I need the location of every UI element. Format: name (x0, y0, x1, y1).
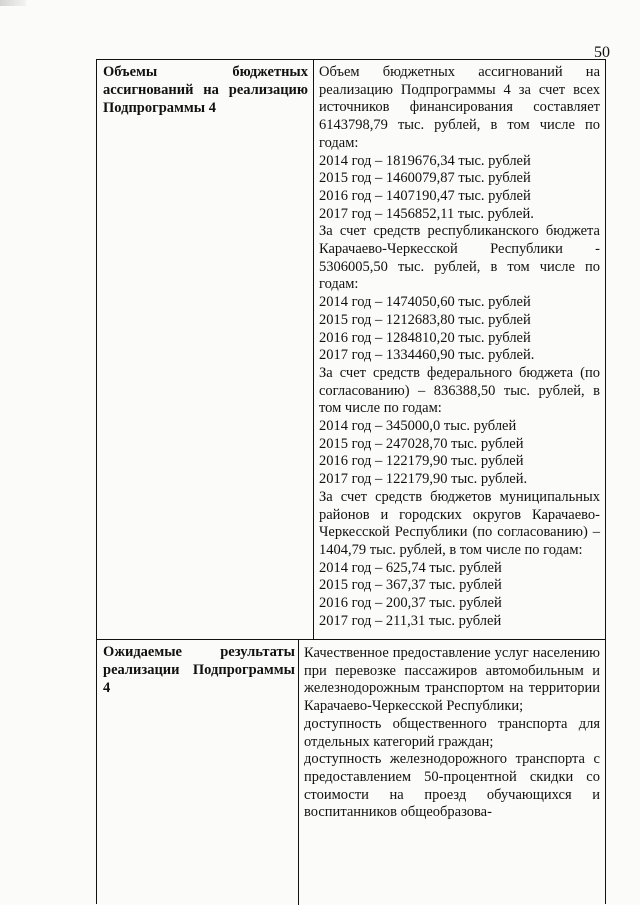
republic-year-2015: 2015 год – 1212683,80 тыс. рублей (319, 311, 531, 328)
passport-table (96, 59, 606, 904)
budget-intro: Объем бюджетных ассигнований на реализацию Подпрограммы 4 за счет всех источников финансирования составляет 6143798,79 тыс. рублей, в том числе по годам: (319, 64, 600, 151)
federal-year-2017: 2017 год – 122179,90 тыс. рублей. (319, 471, 528, 488)
municipal-year-2016: 2016 год – 200,37 тыс. рублей (319, 595, 502, 612)
page-number: 50 (594, 44, 610, 61)
municipal-year-2017: 2017 год – 211,31 тыс. рублей (319, 612, 502, 629)
column-divider (313, 60, 314, 639)
table-row-results (97, 640, 605, 905)
federal-year-2014: 2014 год – 345000,0 тыс. рублей (319, 418, 517, 435)
table-row-budget (97, 60, 605, 640)
total-year-2016: 2016 год – 1407190,47 тыс. рублей (319, 187, 531, 204)
federal-year-2015: 2015 год – 247028,70 тыс. рублей (319, 435, 524, 452)
total-year-2015: 2015 год – 1460079,87 тыс. рублей (319, 170, 531, 187)
republic-year-2016: 2016 год – 1284810,20 тыс. рублей (319, 329, 531, 346)
result-item-1: Качественное предоставление услуг населению при перевозке пассажиров автомобильным и железнодорожным транспортом на территории Карачаево-Черкесской Республики; (304, 645, 600, 715)
republic-intro: За счет средств республиканского бюджета Карачаево-Черкесской Республики - 5306005,50 тыс. рублей, в том числе по годам: (319, 223, 600, 293)
results-content (304, 645, 600, 822)
row-label-budget (103, 63, 308, 117)
scan-corner-mark (0, 0, 26, 6)
budget-label-text: Объемы бюджетных ассигнований на реализацию Подпрограммы 4 (103, 64, 308, 116)
federal-year-2016: 2016 год – 122179,90 тыс. рублей (319, 453, 524, 470)
municipal-year-2014: 2014 год – 625,74 тыс. рублей (319, 559, 502, 576)
municipal-year-2015: 2015 год – 367,37 тыс. рублей (319, 577, 502, 594)
results-label-text: Ожидаемые результаты реализации Подпрограммы 4 (103, 644, 295, 696)
total-year-2014: 2014 год – 1819676,34 тыс. рублей (319, 152, 531, 169)
republic-year-2017: 2017 год – 1334460,90 тыс. рублей. (319, 347, 535, 364)
row-label-results (103, 643, 295, 697)
republic-year-2014: 2014 год – 1474050,60 тыс. рублей (319, 294, 531, 311)
column-divider (298, 640, 299, 905)
result-item-3: доступность железнодорожного транспорта с предоставлением 50-процентной скидки со стоимости на проезд обучающихся и воспитанников общеобразова- (304, 751, 600, 821)
total-year-2017: 2017 год – 1456852,11 тыс. рублей. (319, 205, 534, 222)
budget-content (319, 64, 600, 631)
municipal-intro: За счет средств бюджетов муниципальных районов и городских округов Карачаево-Черкесской Республики (по согласованию) – 1404,79 тыс. рублей, в том числе по годам: (319, 488, 600, 558)
federal-intro: За счет средств федерального бюджета (по согласованию) – 836388,50 тыс. рублей, в том числе по годам: (319, 364, 600, 417)
result-item-2: доступность общественного транспорта для отдельных категорий граждан; (304, 715, 600, 750)
